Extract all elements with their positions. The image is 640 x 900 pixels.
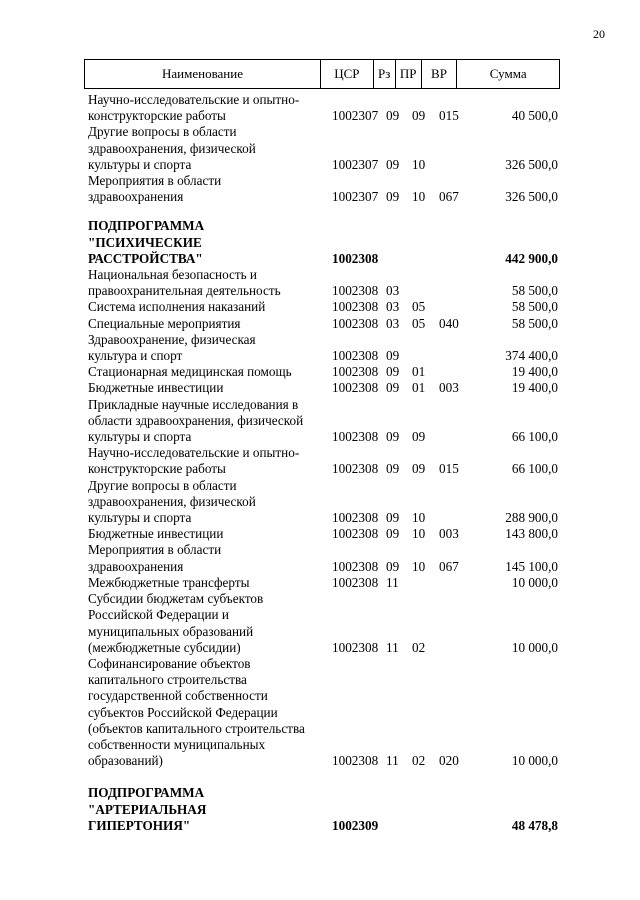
- table-row: [88, 656, 560, 769]
- row-rz: 09: [386, 558, 400, 574]
- row-sum: 66 100,0: [511, 461, 558, 477]
- table-row: [88, 526, 560, 542]
- row-csr: 1002308: [332, 753, 379, 769]
- row-pr: 09: [412, 429, 426, 445]
- row-rz: 11: [386, 574, 399, 590]
- row-sum: 10 000,0: [511, 753, 558, 769]
- row-rz: 03: [386, 315, 400, 331]
- row-pr: 10: [412, 189, 426, 205]
- row-pr: 09: [412, 461, 426, 477]
- row-csr: 1002307: [332, 156, 379, 172]
- row-pr: 10: [412, 156, 426, 172]
- row-sum: 10 000,0: [511, 639, 558, 655]
- table-row: [88, 478, 560, 527]
- table-row: [88, 267, 560, 299]
- table-row: [88, 445, 560, 477]
- row-sum: 19 400,0: [511, 364, 558, 380]
- row-sum: 288 900,0: [505, 510, 558, 526]
- row-sum: 326 500,0: [505, 156, 558, 172]
- row-rz: 03: [386, 283, 400, 299]
- row-name: Стационарная медицинская помощь: [88, 364, 292, 380]
- row-csr: 1002308: [332, 639, 379, 655]
- row-csr: 1002307: [332, 108, 379, 124]
- row-rz: 09: [386, 429, 400, 445]
- row-rz: 11: [386, 639, 399, 655]
- row-pr: 09: [412, 108, 426, 124]
- row-rz: 09: [386, 189, 400, 205]
- subprogram-row: [88, 218, 560, 267]
- row-vr: 020: [439, 753, 459, 769]
- table-header: [84, 59, 560, 89]
- row-rz: 09: [386, 364, 400, 380]
- row-name: ПОДПРОГРАММА "ПСИХИЧЕСКИЕ РАССТРОЙСТВА": [88, 218, 205, 266]
- row-sum: 143 800,0: [505, 526, 558, 542]
- row-csr: 1002308: [332, 558, 379, 574]
- row-vr: 015: [439, 461, 459, 477]
- table-row: [88, 364, 560, 380]
- row-sum: 326 500,0: [505, 189, 558, 205]
- row-pr: 02: [412, 753, 426, 769]
- row-sum: 10 000,0: [511, 574, 558, 590]
- row-csr: 1002308: [332, 283, 379, 299]
- row-rz: 11: [386, 753, 399, 769]
- row-name: ПОДПРОГРАММА "АРТЕРИАЛЬНАЯ ГИПЕРТОНИЯ": [88, 785, 207, 833]
- row-name: Межбюджетные трансферты: [88, 574, 250, 590]
- table-row: [88, 332, 560, 364]
- row-name: Софинансирование объектов капитального строительства государственной собственности субъектов Российской Федерации (объектов капитального строительства собственности муниципальных образований): [88, 655, 305, 769]
- row-sum: 48 478,8: [511, 817, 558, 833]
- row-sum: 58 500,0: [511, 283, 558, 299]
- header-name: Наименование: [162, 66, 243, 81]
- page-number: 20: [593, 27, 605, 41]
- row-name: Бюджетные инвестиции: [88, 380, 224, 396]
- row-rz: 09: [386, 380, 400, 396]
- row-pr: 05: [412, 299, 426, 315]
- row-csr: 1002308: [332, 510, 379, 526]
- row-csr: 1002308: [332, 429, 379, 445]
- row-csr: 1002308: [332, 574, 379, 590]
- row-sum: 58 500,0: [511, 299, 558, 315]
- row-rz: 09: [386, 156, 400, 172]
- row-rz: 09: [386, 510, 400, 526]
- row-vr: 003: [439, 380, 459, 396]
- row-vr: 003: [439, 526, 459, 542]
- row-sum: 19 400,0: [511, 380, 558, 396]
- row-vr: 067: [439, 189, 459, 205]
- row-sum: 374 400,0: [505, 348, 558, 364]
- row-spacer: [88, 205, 560, 218]
- row-vr: 040: [439, 315, 459, 331]
- row-name: Национальная безопасность и правоохранительная деятельность: [88, 267, 281, 299]
- table-row: [88, 124, 560, 173]
- row-csr: 1002307: [332, 189, 379, 205]
- row-name: Научно-исследовательские и опытно- конструкторские работы: [88, 445, 300, 477]
- header-rz: Рз: [373, 60, 395, 88]
- row-csr: 1002308: [332, 250, 379, 266]
- row-name: Субсидии бюджетам субъектов Российской Федерации и муниципальных образований (межбюджетные субсидии): [88, 591, 264, 655]
- row-pr: 10: [412, 558, 426, 574]
- row-name: Специальные мероприятия: [88, 315, 241, 331]
- table-row: [88, 591, 560, 656]
- row-csr: 1002309: [332, 817, 379, 833]
- row-pr: 02: [412, 639, 426, 655]
- header-sum: Сумма: [456, 60, 559, 88]
- table-row: [88, 542, 560, 574]
- row-pr: 10: [412, 526, 426, 542]
- row-pr: 01: [412, 364, 426, 380]
- row-rz: 09: [386, 461, 400, 477]
- table-body: [88, 92, 560, 834]
- row-name: Другие вопросы в области здравоохранения, физической культуры и спорта: [88, 124, 256, 172]
- header-csr: ЦСР: [320, 60, 373, 88]
- subprogram-row: [88, 785, 560, 834]
- table-row: [88, 380, 560, 396]
- row-csr: 1002308: [332, 364, 379, 380]
- row-pr: 05: [412, 315, 426, 331]
- row-vr: 015: [439, 108, 459, 124]
- row-sum: 66 100,0: [511, 429, 558, 445]
- table-row: [88, 575, 560, 591]
- row-name: Научно-исследовательские и опытно- конструкторские работы: [88, 92, 300, 124]
- row-rz: 09: [386, 348, 400, 364]
- row-csr: 1002308: [332, 526, 379, 542]
- row-vr: 067: [439, 558, 459, 574]
- row-rz: 03: [386, 299, 400, 315]
- row-name: Бюджетные инвестиции: [88, 526, 224, 542]
- row-name: Система исполнения наказаний: [88, 299, 266, 315]
- row-name: Мероприятия в области здравоохранения: [88, 542, 222, 574]
- row-csr: 1002308: [332, 299, 379, 315]
- table-row: [88, 173, 560, 205]
- row-sum: 145 100,0: [505, 558, 558, 574]
- table-row: [88, 397, 560, 446]
- row-csr: 1002308: [332, 348, 379, 364]
- row-name: Мероприятия в области здравоохранения: [88, 173, 222, 205]
- table-row: [88, 92, 560, 124]
- table-row: [88, 299, 560, 315]
- row-sum: 442 900,0: [505, 250, 558, 266]
- row-sum: 58 500,0: [511, 315, 558, 331]
- row-rz: 09: [386, 526, 400, 542]
- row-sum: 40 500,0: [511, 108, 558, 124]
- header-vr: ВР: [421, 60, 457, 88]
- row-name: Здравоохранение, физическая культура и спорт: [88, 331, 256, 364]
- row-pr: 10: [412, 510, 426, 526]
- row-pr: 01: [412, 380, 426, 396]
- header-pr: ПР: [395, 60, 421, 88]
- row-csr: 1002308: [332, 315, 379, 331]
- row-rz: 09: [386, 108, 400, 124]
- row-csr: 1002308: [332, 380, 379, 396]
- row-csr: 1002308: [332, 461, 379, 477]
- row-name: Другие вопросы в области здравоохранения, физической культуры и спорта: [88, 477, 256, 526]
- table-row: [88, 316, 560, 332]
- row-spacer: [88, 769, 560, 785]
- row-name: Прикладные научные исследования в области здравоохранения, физической культуры и спорта: [88, 396, 304, 445]
